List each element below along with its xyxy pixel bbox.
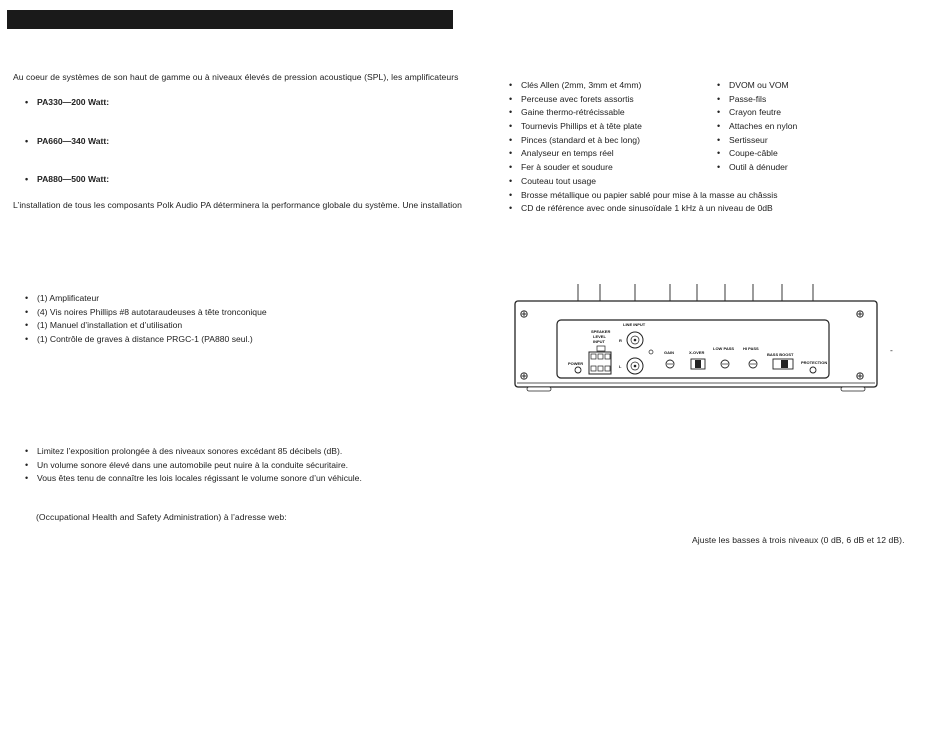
foot <box>527 387 551 391</box>
list-item: • (4) Vis noires Phillips #8 autotaraudeuses à tête tronconique <box>25 306 267 320</box>
list-item: • Perceuse avec forets assortis <box>509 93 778 107</box>
list-item: • Sertisseur <box>717 134 797 148</box>
intro-paragraph: Au coeur de systèmes de son haut de gamme ou à niveaux élevés de pression acoustique (SPL), les amplificateurs <box>13 72 459 82</box>
list-item: • (1) Manuel d’installation et d’utilisation <box>25 319 267 333</box>
amplifier-panel-diagram <box>505 280 900 410</box>
rca-right-label: R <box>619 338 622 343</box>
section-header-bar <box>7 10 453 29</box>
list-item: • Passe-fils <box>717 93 797 107</box>
list-item: • Brosse métallique ou papier sablé pour mise à la masse au châssis <box>509 189 778 203</box>
rca-left-label: L <box>619 364 622 369</box>
tools-list-col2 <box>717 79 797 175</box>
model-list-3 <box>25 173 109 187</box>
model-item-pa330: • PA330—200 Watt: <box>25 96 109 110</box>
dash-mark: - <box>890 345 893 355</box>
line-input-label: LINE INPUT <box>623 322 646 327</box>
low-pass-label: LOW PASS <box>713 346 735 351</box>
bass-boost-note: Ajuste les basses à trois niveaux (0 dB, 6 dB et 12 dB). <box>692 535 905 545</box>
list-item: • Fer à souder et soudure <box>509 161 778 175</box>
list-item: • Gaine thermo-rétrécissable <box>509 106 778 120</box>
model-item-pa660: • PA660—340 Watt: <box>25 135 109 149</box>
model-item-pa880: • PA880—500 Watt: <box>25 173 109 187</box>
power-label: POWER <box>568 361 584 366</box>
list-item: • (1) Amplificateur <box>25 292 267 306</box>
hi-pass-label: HI PASS <box>743 346 759 351</box>
package-contents-list <box>25 292 267 347</box>
list-item: • Crayon feutre <box>717 106 797 120</box>
speaker-input-label-1: SPEAKER <box>591 329 611 334</box>
osha-paragraph: (Occupational Health and Safety Administration) à l’adresse web: <box>36 512 287 522</box>
model-list-2 <box>25 135 109 149</box>
foot <box>841 387 865 391</box>
list-item: • Vous êtes tenu de connaître les lois locales régissant le volume sonore d’un véhicule. <box>25 472 362 486</box>
installation-paragraph: L’installation de tous les composants Polk Audio PA déterminera la performance globale du système. Une installation <box>13 200 462 210</box>
list-item: • CD de référence avec onde sinusoïdale 1 kHz à un niveau de 0dB <box>509 202 778 216</box>
list-item: • (1) Contrôle de graves à distance PRGC-1 (PA880 seul.) <box>25 333 267 347</box>
list-item: • Limitez l’exposition prolongée à des niveaux sonores excédant 85 décibels (dB). <box>25 445 362 459</box>
model-list <box>25 96 109 110</box>
protection-label: PROTECTION <box>801 360 828 365</box>
list-item: • Tournevis Phillips et à tête plate <box>509 120 778 134</box>
list-item: • Pinces (standard et à bec long) <box>509 134 778 148</box>
speaker-input-label-2: LEVEL <box>593 334 606 339</box>
warning-list <box>25 445 362 486</box>
list-item: • Couteau tout usage <box>509 175 778 189</box>
list-item: • Coupe-câble <box>717 147 797 161</box>
bass-boost-label: BASS BOOST <box>767 352 794 357</box>
list-item: • DVOM ou VOM <box>717 79 797 93</box>
list-item: • Analyseur en temps réel <box>509 147 778 161</box>
gain-label: GAIN <box>664 350 674 355</box>
list-item: • Clés Allen (2mm, 3mm et 4mm) <box>509 79 778 93</box>
list-item: • Outil à dénuder <box>717 161 797 175</box>
list-item: • Un volume sonore élevé dans une automobile peut nuire à la conduite sécuritaire. <box>25 459 362 473</box>
xover-label: X-OVER <box>689 350 705 355</box>
list-item: • Attaches en nylon <box>717 120 797 134</box>
speaker-input-label-3: INPUT <box>593 339 605 344</box>
